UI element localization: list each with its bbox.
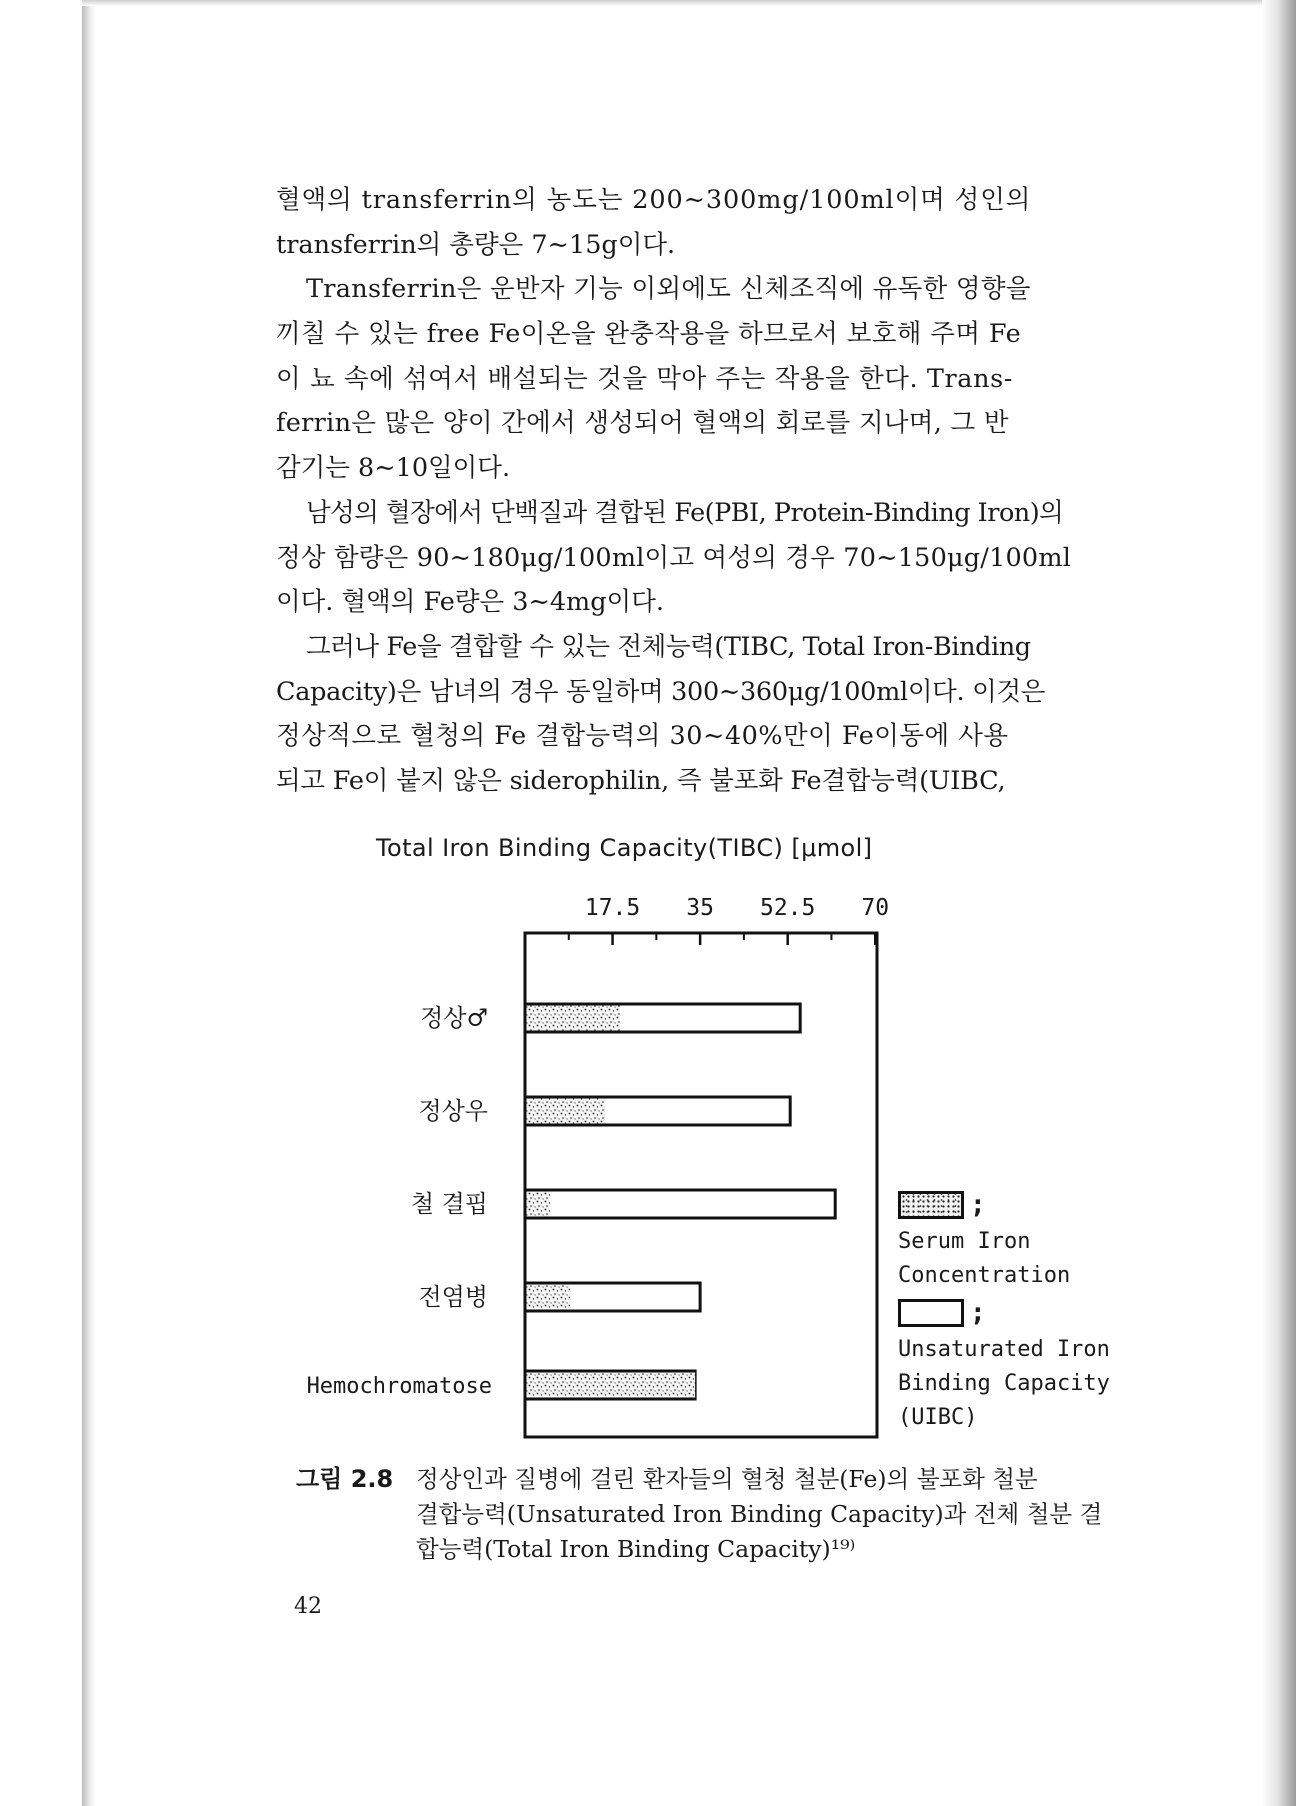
caption-line: 정상인과 질병에 걸린 환자들의 혈청 철분(Fe)의 불포화 철분 [416, 1465, 1038, 1493]
text-line: 정상적으로 혈청의 Fe 결합능력의 30∼40%만이 Fe이동에 사용 [276, 721, 1009, 752]
legend-semicolon: ; [970, 1298, 986, 1328]
text-line: 혈액의 transferrin의 농도는 200∼300mg/100ml이며 성인의 [276, 185, 1032, 215]
text-line: 정상 함량은 90∼180μg/100ml이고 여성의 경우 70∼150μg/100ml [276, 542, 1072, 573]
legend-uibc-label-1: Unsaturated Iron [898, 1337, 1110, 1362]
caption-line: 합능력(Total Iron Binding Capacity)¹⁹⁾ [416, 1535, 856, 1563]
serum-iron-bar [527, 1099, 606, 1124]
text-line: ferrin은 많은 양이 간에서 생성되어 혈액의 회로를 지나며, 그 반 [276, 408, 1009, 439]
text-line: 그러나 Fe을 결합할 수 있는 전체능력(TIBC, Total Iron-Binding [306, 631, 1031, 662]
caption-line: 결합능력(Unsaturated Iron Binding Capacity)과 전체 철분 결 [416, 1500, 1103, 1528]
text-line: 이 뇨 속에 섞여서 배설되는 것을 막아 주는 작용을 한다. Trans- [276, 363, 1014, 394]
legend-serum-label-2: Concentration [898, 1263, 1071, 1288]
category-label: 전염병 [418, 1283, 488, 1311]
chart-legend [898, 1185, 1110, 1435]
uibc-bar [525, 1190, 835, 1218]
text-line: Capacity)은 남녀의 경우 동일하며 300∼360μg/100ml이다. 이것은 [276, 676, 1046, 707]
category-label: 정상♂ [420, 1004, 488, 1032]
legend-serum-swatch-row [898, 1185, 1110, 1225]
text-line: Transferrin은 운반자 기능 이외에도 신체조직에 유독한 영향을 [306, 274, 1031, 305]
x-tick-label: 35 [686, 895, 714, 921]
legend-uibc-label-2: Binding Capacity [898, 1371, 1110, 1396]
stippled-swatch-icon [898, 1191, 964, 1219]
page-number: 42 [294, 1594, 322, 1619]
text-line: 이다. 혈액의 Fe량은 3∼4mg이다. [276, 587, 664, 618]
serum-iron-bar [527, 1192, 551, 1217]
serum-iron-bar [527, 1006, 621, 1031]
caption-label: 그림 2.8 [296, 1465, 394, 1493]
serum-iron-bar [527, 1373, 696, 1398]
category-label: 철 결핍 [410, 1190, 488, 1218]
text-line: 감기는 8∼10일이다. [276, 453, 511, 484]
text-line: 되고 Fe이 붙지 않은 siderophilin, 즉 불포화 Fe결합능력(UIBC, [276, 765, 1006, 796]
figure-title: Total Iron Binding Capacity(TIBC) [μmol] [376, 834, 873, 862]
legend-semicolon: ; [970, 1190, 986, 1220]
text-line: 끼칠 수 있는 free Fe이온을 완충작용을 하므로서 보호해 주며 Fe [276, 319, 1022, 350]
legend-serum-label-1: Serum Iron [898, 1229, 1031, 1254]
category-label: Hemochromatose [306, 1374, 492, 1399]
serum-iron-bar [527, 1285, 571, 1310]
x-tick-label: 70 [861, 895, 890, 921]
legend-uibc-label-3: (UIBC) [898, 1405, 978, 1430]
text-line: transferrin의 총량은 7∼15g이다. [276, 229, 676, 260]
legend-uibc-swatch-row [898, 1293, 1110, 1333]
text-line: 남성의 혈장에서 단백질과 결합된 Fe(PBI, Protein-Binding Iron)의 [306, 497, 1064, 528]
x-tick-label: 52.5 [759, 895, 816, 921]
x-tick-label: 17.5 [584, 895, 641, 921]
category-label: 정상우 [418, 1097, 488, 1125]
open-swatch-icon [898, 1299, 964, 1327]
